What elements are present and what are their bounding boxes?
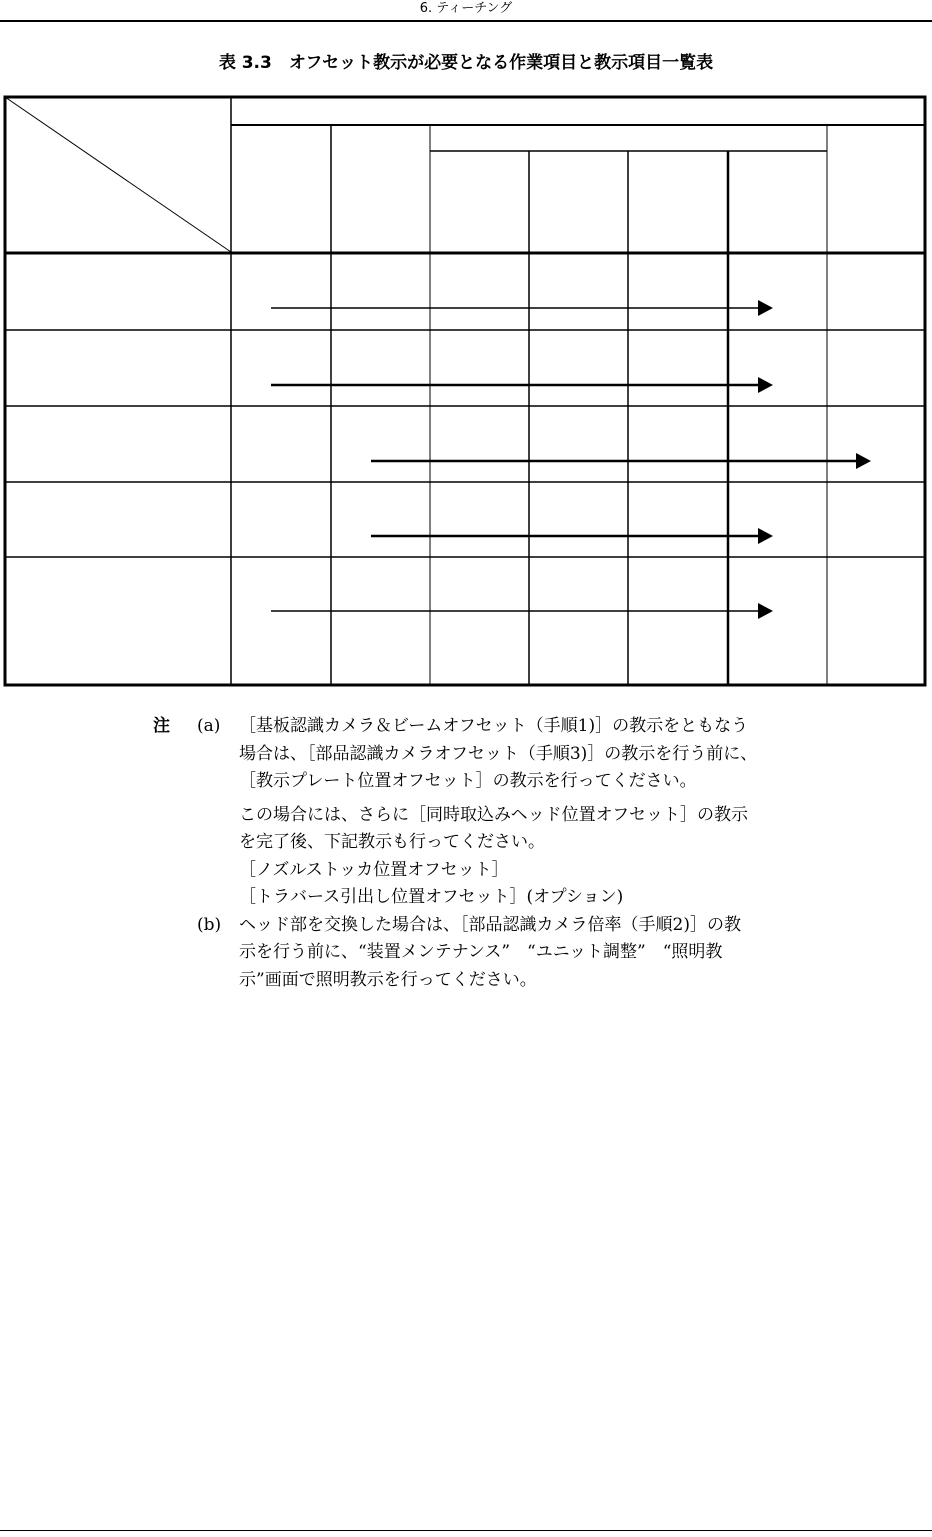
arrow-head-icon bbox=[758, 603, 773, 619]
note-text-line: ［教示プレート位置オフセット］の教示を行ってください。 bbox=[239, 771, 697, 791]
note-text-line: を完了後、下記教示も行ってください。 bbox=[239, 832, 545, 852]
page-header: 6. ティーチング bbox=[419, 1, 513, 16]
note-text-line: 示を行う前に、“装置メンテナンス” “ユニット調整” “照明教 bbox=[239, 942, 723, 962]
note-label: (a) bbox=[197, 716, 221, 736]
arrow-head-icon bbox=[758, 300, 773, 316]
arrow-head-icon bbox=[758, 377, 773, 393]
note-text-line: ［基板認識カメラ＆ビームオフセット（手順1)］の教示をともなう bbox=[239, 716, 749, 736]
table-title: 表 3.3 オフセット教示が必要となる作業項目と教示項目一覧表 bbox=[218, 53, 714, 73]
arrow-head-icon bbox=[856, 453, 871, 469]
note-text-line: 示”画面で照明教示を行ってください。 bbox=[239, 969, 537, 990]
note-text-line: この場合には、さらに［同時取込みヘッド位置オフセット］の教示 bbox=[239, 804, 748, 825]
note-label: (b) bbox=[197, 914, 222, 935]
note-text-line: ［トラバース引出し位置オフセット］(オプション) bbox=[239, 887, 624, 907]
note-text-line: ヘッド部を交換した場合は、［部品認識カメラ倍率（手順2)］の教 bbox=[239, 914, 741, 935]
footer-rule bbox=[0, 1530, 932, 1531]
note-mark: 注 bbox=[153, 716, 170, 736]
header-diagonal bbox=[5, 97, 231, 252]
table-border bbox=[5, 97, 925, 685]
offset-teaching-table bbox=[0, 0, 932, 700]
arrow-head-icon bbox=[758, 528, 773, 544]
note-text-line: 場合は、［部品認識カメラオフセット（手順3)］の教示を行う前に、 bbox=[239, 743, 758, 764]
note-text-line: ［ノズルストッカ位置オフセット］ bbox=[239, 859, 509, 880]
